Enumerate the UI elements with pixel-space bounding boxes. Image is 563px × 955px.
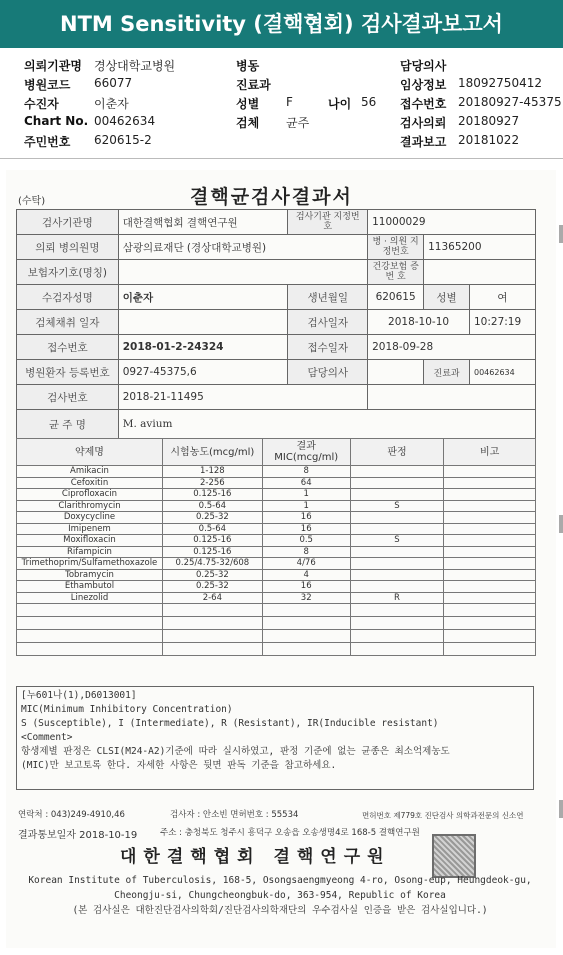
table-cell (350, 466, 444, 478)
table-cell (444, 489, 536, 501)
table-row (17, 581, 536, 593)
cell: 10:27:19 (470, 310, 536, 335)
sensitivity-table (16, 438, 536, 656)
chart-label: Chart No. (24, 114, 89, 128)
cell: 담당의사 (288, 360, 368, 385)
table-cell (350, 523, 444, 535)
table-cell: Amikacin (17, 466, 163, 478)
table-row (17, 500, 536, 512)
table-cell (444, 643, 536, 656)
cell: 2018-21-11495 (118, 385, 367, 410)
cell: 삼광의료재단 (경상대학교병원) (118, 235, 367, 260)
table-cell (162, 617, 262, 630)
req-value: 20180927 (458, 114, 520, 128)
table-cell (162, 630, 262, 643)
table-row (17, 643, 536, 656)
contact: 연락처 : 043)249-4910,46 (18, 810, 125, 820)
table-row (17, 523, 536, 535)
column-header: 결과 MIC(mcg/ml) (262, 439, 350, 466)
cell: 병원환자 등록번호 (17, 360, 119, 385)
address-line: Cheongju-si, Chungcheongbuk-do, 363-954, Republic of Korea (114, 890, 446, 901)
table-row (17, 558, 536, 570)
institute-name: 대한결핵협회 결핵연구원 (120, 847, 391, 867)
table-cell: Tobramycin (17, 569, 163, 581)
table-cell (17, 604, 163, 617)
rrn-label: 주민번호 (24, 135, 71, 149)
table-cell: 8 (262, 546, 350, 558)
receipt-label: 접수번호 (400, 97, 447, 111)
table-cell: Ethambutol (17, 581, 163, 593)
cell: 2018-10-10 (368, 310, 470, 335)
table-cell (444, 617, 536, 630)
table-cell: 0.5-64 (162, 500, 262, 512)
table-cell: 16 (262, 512, 350, 524)
table-cell: 0.125-16 (162, 535, 262, 547)
rep-label: 결과보고 (400, 135, 447, 149)
page-edge-tab (559, 800, 563, 818)
table-cell: 0.25-32 (162, 569, 262, 581)
patient-value: 이춘자 (94, 97, 129, 111)
table-cell: Ciprofloxacin (17, 489, 163, 501)
cell: 2018-01-2-24324 (118, 335, 288, 360)
table-cell: 0.25/4.75-32/608 (162, 558, 262, 570)
table-cell: 64 (262, 477, 350, 489)
rrn-value: 620615-2 (94, 133, 152, 147)
cell: 성별 (424, 285, 470, 310)
notice-date: 결과통보일자 2018-10-19 (18, 830, 138, 841)
cell: 병 · 의원 지정번호 (368, 235, 424, 260)
cell: 여 (470, 285, 536, 310)
cell: 00462634 (470, 360, 536, 385)
table-row (17, 569, 536, 581)
table-cell: 0.5 (262, 535, 350, 547)
cell: 검사기관명 (17, 210, 119, 235)
table-cell: 2-64 (162, 592, 262, 604)
hosp-value: 경상대학교병원 (94, 59, 176, 73)
cell: 이춘자 (118, 285, 288, 310)
table-row (17, 535, 536, 547)
table-cell (444, 500, 536, 512)
table-row (17, 546, 536, 558)
chart-value: 00462634 (94, 114, 156, 128)
table-row (17, 592, 536, 604)
hosp-label: 의뢰기관명 (24, 59, 82, 73)
korean-address: 주소 : 충청북도 청주시 흥덕구 오송읍 오송생명4로 168-5 결핵연구원 (160, 828, 420, 838)
table-cell: S (350, 500, 444, 512)
table-cell: 16 (262, 523, 350, 535)
column-header: 약제명 (17, 439, 163, 466)
column-header: 비고 (444, 439, 536, 466)
rep-value: 20181022 (458, 133, 520, 147)
director: 면허번호 제779호 진단검사 의학과전문의 신소연 (362, 811, 524, 820)
cell: 검체채취 일자 (17, 310, 119, 335)
table-row (17, 466, 536, 478)
comment-line: <Comment> (21, 732, 73, 743)
table-cell (444, 477, 536, 489)
table-cell: S (350, 535, 444, 547)
table-row (17, 477, 536, 489)
table-cell: 0.125-16 (162, 546, 262, 558)
table-row (17, 604, 536, 617)
table-cell (444, 512, 536, 524)
ward-label: 병동 (236, 59, 260, 73)
column-header: 판정 (350, 439, 444, 466)
cell: 접수번호 (17, 335, 119, 360)
cell: 0927-45375,6 (118, 360, 288, 385)
english-address (20, 873, 540, 918)
table-cell: 4 (262, 569, 350, 581)
entrusted-mark: (수탁) (18, 196, 46, 207)
specimen-value: 균주 (286, 116, 310, 130)
age-value: 56 (361, 95, 377, 109)
table-cell (350, 604, 444, 617)
table-cell (444, 569, 536, 581)
table-cell (350, 477, 444, 489)
patient-label: 수진자 (24, 97, 59, 111)
cell: 검사번호 (17, 385, 119, 410)
table-cell (444, 581, 536, 593)
table-cell (350, 546, 444, 558)
table-cell (444, 592, 536, 604)
table-cell (350, 581, 444, 593)
table-cell (350, 558, 444, 570)
cell: 접수일자 (288, 335, 368, 360)
doctor-label: 담당의사 (400, 59, 447, 73)
table-row (17, 489, 536, 501)
table-cell: Imipenem (17, 523, 163, 535)
table-cell: R (350, 592, 444, 604)
document-title: 결핵균검사결과서 (190, 186, 353, 208)
comment-line: S (Susceptible), I (Intermediate), R (Resistant), IR(Inducible resistant) (21, 718, 439, 729)
cell: 대한결핵협회 결핵연구원 (118, 210, 288, 235)
cell: 11000029 (368, 210, 536, 235)
table-cell: 0.5-64 (162, 523, 262, 535)
age-label: 나이 (328, 97, 352, 111)
table-cell: 16 (262, 581, 350, 593)
table-cell: Moxifloxacin (17, 535, 163, 547)
table-cell (444, 558, 536, 570)
cell: 11365200 (424, 235, 536, 260)
table-cell (350, 643, 444, 656)
table-cell: 8 (262, 466, 350, 478)
cell: 보험자기호(명칭) (17, 260, 119, 285)
comment-line: (MIC)만 보고토록 한다. 자세한 사항은 뒷면 판독 기준을 참고하세요. (21, 760, 337, 771)
code-value: 66077 (94, 76, 133, 90)
table-cell: Doxycycline (17, 512, 163, 524)
table-cell: 0.25-32 (162, 512, 262, 524)
table-cell (444, 604, 536, 617)
table-cell: 2-256 (162, 477, 262, 489)
official-seal-icon (432, 834, 476, 878)
sex-value: F (286, 95, 293, 109)
cell: 건강보험 증 번 호 (368, 260, 424, 285)
cell: 수검자성명 (17, 285, 119, 310)
table-cell: 1 (262, 500, 350, 512)
table-cell (162, 604, 262, 617)
table-row (17, 630, 536, 643)
clinic-label: 임상정보 (400, 78, 447, 92)
cell: 의뢰 병의원명 (17, 235, 119, 260)
table-cell: 1-128 (162, 466, 262, 478)
divider (0, 158, 563, 159)
report-title-banner: NTM Sensitivity (결핵협회) 검사결과보고서 (0, 0, 563, 48)
table-cell (444, 546, 536, 558)
page-edge-tab (559, 225, 563, 243)
table-row (17, 617, 536, 630)
clinic-value: 18092750412 (458, 76, 542, 90)
info-table (16, 209, 536, 439)
code-label: 병원코드 (24, 78, 71, 92)
table-cell (350, 489, 444, 501)
dept-label: 진료과 (236, 78, 271, 92)
table-cell (262, 643, 350, 656)
table-cell (444, 466, 536, 478)
comment-box (16, 686, 534, 790)
table-cell: 0.125-16 (162, 489, 262, 501)
specimen-label: 검체 (236, 116, 260, 130)
cell: 진료과 (424, 360, 470, 385)
comment-line: 항생제별 판정은 CLSI(M24-A2)기준에 따라 실시하였고, 판정 기준에 없는 균종은 최소억제농도 (21, 746, 450, 757)
cell: 균 주 명 (17, 410, 119, 439)
table-cell: 1 (262, 489, 350, 501)
certification-note: (본 검사실은 대한진단검사의학회/진단검사의학재단의 우수검사실 인증을 받은 검사실입니다.) (72, 905, 488, 916)
table-cell: Rifampicin (17, 546, 163, 558)
table-cell: 32 (262, 592, 350, 604)
cell: M. avium (118, 410, 535, 439)
cell: 생년월일 (288, 285, 368, 310)
tester: 검사자 : 안소빈 면허번호 : 55534 (170, 810, 299, 820)
table-cell (17, 643, 163, 656)
table-cell (162, 643, 262, 656)
comment-code: [누601나(1),D6013001] (21, 690, 137, 701)
sex-label: 성별 (236, 97, 260, 111)
table-cell (444, 535, 536, 547)
table-cell: 4/76 (262, 558, 350, 570)
table-row (17, 512, 536, 524)
req-label: 검사의뢰 (400, 116, 447, 130)
cell: 검사기관 지정번호 (288, 210, 368, 235)
table-cell (444, 630, 536, 643)
table-cell: Clarithromycin (17, 500, 163, 512)
table-cell (350, 569, 444, 581)
table-cell: 0.25-32 (162, 581, 262, 593)
receipt-value: 20180927-45375 (458, 95, 562, 109)
table-cell: Linezolid (17, 592, 163, 604)
table-cell (262, 617, 350, 630)
cell: 620615 (368, 285, 424, 310)
column-header: 시험농도(mcg/ml) (162, 439, 262, 466)
address-line: Korean Institute of Tuberculosis, 168-5, Osongsaengmyeong 4-ro, Osong-eup, Heungdeok-gu, (28, 875, 532, 886)
cell: 2018-09-28 (368, 335, 536, 360)
table-cell (262, 630, 350, 643)
table-cell (350, 512, 444, 524)
comment-line: MIC(Minimum Inhibitory Concentration) (21, 704, 233, 715)
table-cell: Cefoxitin (17, 477, 163, 489)
table-cell (262, 604, 350, 617)
table-cell (350, 617, 444, 630)
table-cell (350, 630, 444, 643)
table-cell (17, 617, 163, 630)
table-cell: Trimethoprim/Sulfamethoxazole (17, 558, 163, 570)
cell: 검사일자 (288, 310, 368, 335)
table-cell (444, 523, 536, 535)
table-cell (17, 630, 163, 643)
page-edge-tab (559, 515, 563, 533)
